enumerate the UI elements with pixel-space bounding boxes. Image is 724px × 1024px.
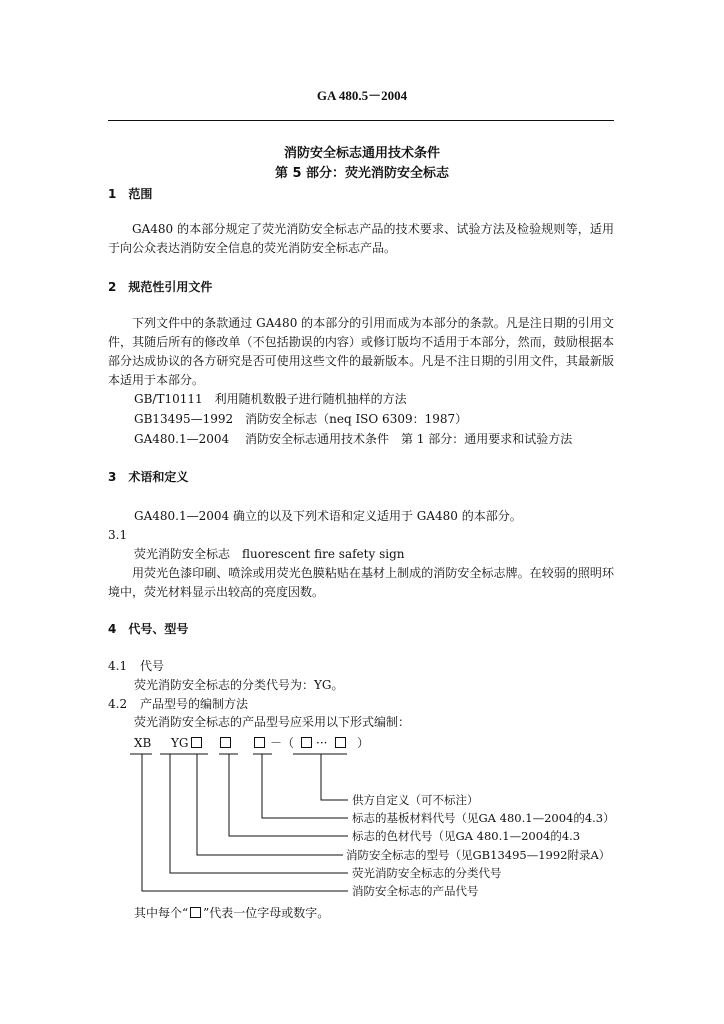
label-product-code: 消防安全标志的产品代号 bbox=[352, 884, 479, 898]
section-4-heading: 4 代号、型号 bbox=[108, 622, 189, 636]
section-2-paragraph: 下列文件中的条款通过 GA480 的本部分的引用而成为本部分的条款。凡是注日期的引用文件，其随后所有的修改单（不包括勘误的内容）或修订版均不适用于本部分，然而，鼓励根据本部分达成协议的各方研究是否可使用这些文件的最新版本。凡是不注日期的引用文件，其最新版本适用于本部分。 bbox=[108, 316, 614, 387]
section-2-heading: 2 规范性引用文件 bbox=[108, 280, 213, 294]
clause-4-1-title: 代号 bbox=[140, 659, 165, 673]
document-title: 消防安全标志通用技术条件 bbox=[283, 146, 440, 161]
code-note-suffix: ”代表一位字母或数字。 bbox=[203, 906, 330, 920]
clause-4-2-body: 荧光消防安全标志的产品型号应采用以下形式编制： bbox=[134, 715, 411, 729]
clause-4-2-title: 产品型号的编制方法 bbox=[140, 697, 249, 711]
section-1-heading: 1 范围 bbox=[108, 187, 153, 201]
section-3-heading: 3 术语和定义 bbox=[108, 470, 189, 484]
term-definition-text: 用荧光色漆印刷、喷涂或用荧光色膜粘贴在基材上制成的消防安全标志牌。在较弱的照明环境中，荧光材料显示出较高的亮度因数。 bbox=[108, 566, 614, 599]
section-3-intro: GA480.1—2004 确立的以及下列术语和定义适用于 GA480 的本部分。 bbox=[134, 509, 522, 523]
clause-4-1-body: 荧光消防安全标志的分类代号为：YG。 bbox=[134, 678, 344, 692]
reference-1: GB/T10111 利用随机数骰子进行随机抽样的方法 bbox=[134, 392, 407, 406]
code-note-prefix: 其中每个“ bbox=[134, 906, 189, 920]
label-supplier-defined: 供方自定义（可不标注） bbox=[352, 793, 479, 807]
code-close: ） bbox=[357, 736, 370, 750]
code-note-box bbox=[190, 907, 201, 918]
document-subtitle: 第 5 部分：荧光消防安全标志 bbox=[274, 166, 450, 181]
reference-2: GB13495—1992 消防安全标志（neq ISO 6309：1987） bbox=[134, 412, 468, 426]
code-note bbox=[134, 905, 329, 921]
clause-4-2-number: 4.2 bbox=[108, 697, 128, 711]
term-fluorescent-sign: 荧光消防安全标志 fluorescent fire safety sign bbox=[134, 547, 405, 561]
label-color-code: 标志的色材代号（见GA 480.1—2004的4.3 bbox=[352, 829, 581, 843]
reference-3: GA480.1—2004 消防安全标志通用技术条件 第 1 部分：通用要求和试验方法 bbox=[134, 432, 573, 446]
clause-3-1-number: 3.1 bbox=[108, 528, 128, 542]
code-dash-open: －（ bbox=[270, 736, 295, 750]
label-category-code: 荧光消防安全标志的分类代号 bbox=[352, 866, 502, 880]
section-1-paragraph: GA480 的本部分规定了荧光消防安全标志产品的技术要求、试验方法及检验规则等，适用于向公众表达消防安全信息的荧光消防安全标志产品。 bbox=[108, 222, 614, 255]
code-yg: YG bbox=[171, 736, 189, 750]
clause-4-1-number: 4.1 bbox=[108, 659, 128, 673]
label-substrate-code: 标志的基板材料代号（见GA 480.1—2004的4.3） bbox=[352, 811, 615, 825]
label-model-code: 消防安全标志的型号（见GB13495—1992附录A） bbox=[346, 848, 611, 862]
code-dots: ··· bbox=[316, 736, 328, 750]
standard-number-header: GA 480.5－2004 bbox=[316, 88, 408, 103]
code-xb: XB bbox=[134, 736, 152, 750]
